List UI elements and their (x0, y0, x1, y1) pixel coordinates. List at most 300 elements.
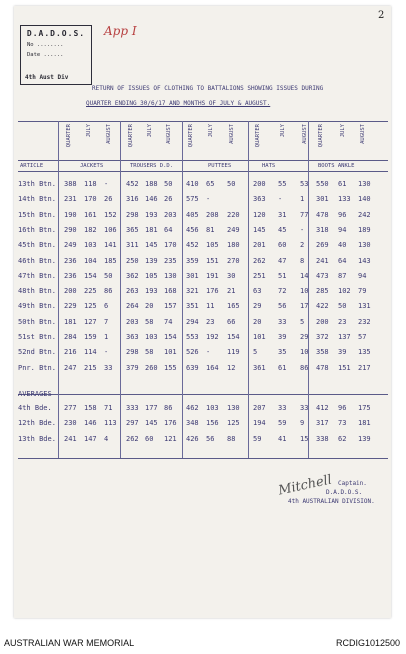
group-label: JACKETS (80, 163, 104, 169)
group-separator (182, 121, 183, 458)
average-cell: 348 (186, 419, 199, 428)
row-label: 15th Btn. (18, 210, 56, 219)
table-cell: 131 (358, 302, 371, 311)
table-cell: 215 (84, 363, 97, 372)
document-subtitle: QUARTER ENDING 30/6/17 AND MONTHS OF JULY & AUGUST. (86, 100, 271, 107)
table-cell: 94 (358, 271, 367, 280)
table-cell: 104 (84, 256, 97, 265)
table-cell: 358 (316, 348, 329, 357)
table-cell: 39 (278, 333, 287, 341)
table-cell: 236 (64, 271, 77, 280)
table-cell: 6 (104, 302, 109, 311)
average-cell: 426 (186, 434, 199, 443)
table-cell: 7 (104, 317, 109, 326)
average-cell: 177 (145, 404, 158, 412)
table-cell: 152 (104, 210, 117, 219)
table-cell: 168 (164, 287, 177, 296)
average-cell: 88 (227, 434, 236, 443)
table-cell: 351 (186, 302, 199, 311)
table-cell: 200 (253, 180, 266, 188)
table-cell: 203 (126, 317, 139, 326)
table-cell: 217 (358, 363, 371, 372)
group-separator (120, 121, 121, 458)
table-cell: 372 (316, 333, 329, 341)
average-cell: 412 (316, 404, 329, 412)
column-header: QUARTER (128, 124, 134, 148)
average-cell: 9 (300, 419, 305, 428)
table-cell: 242 (358, 210, 371, 219)
table-cell: 140 (358, 195, 371, 204)
table-cell: 170 (164, 241, 177, 250)
group-label: PUTTEES (208, 163, 232, 169)
average-cell: 176 (164, 419, 177, 428)
dados-stamp: D.A.D.O.S. No ........ Date ...... 4th Aust Div (20, 25, 92, 85)
table-cell: 473 (316, 271, 329, 280)
table-top-rule (18, 121, 388, 122)
table-cell: 17 (300, 302, 309, 311)
average-cell: 156 (206, 419, 219, 428)
table-cell: 298 (126, 348, 139, 357)
table-cell: 164 (206, 363, 219, 372)
table-cell: 23 (206, 317, 215, 326)
document-title: RETURN OF ISSUES OF CLOTHING TO BATTALIONS SHOWING ISSUES DURING (92, 85, 324, 92)
table-cell: 50 (164, 180, 173, 188)
table-cell: 31 (278, 210, 287, 219)
average-cell: 59 (253, 434, 262, 443)
stamp-unit: 4th Aust Div (25, 74, 69, 81)
table-header-rule (18, 160, 388, 161)
table-cell: 553 (186, 333, 199, 341)
table-cell: 225 (84, 287, 97, 296)
table-cell: 81 (206, 225, 215, 234)
table-cell: 50 (104, 271, 113, 280)
table-cell: 33 (278, 317, 287, 326)
table-cell: 478 (316, 210, 329, 219)
average-cell: 333 (126, 404, 139, 412)
table-cell: 422 (316, 302, 329, 311)
table-cell: 53 (300, 180, 309, 188)
table-cell: 51 (278, 271, 287, 280)
table-cell: 26 (104, 195, 113, 204)
table-cell: 64 (164, 225, 173, 234)
table-cell: 301 (186, 271, 199, 280)
table-cell: 155 (164, 363, 177, 372)
document-page (14, 6, 391, 618)
table-cell: 5 (300, 317, 305, 326)
table-cell: 379 (126, 363, 139, 372)
table-cell: 410 (186, 180, 199, 188)
table-cell: 8 (300, 256, 305, 265)
group-label: BOOTS ANKLE (318, 163, 355, 169)
table-cell: 63 (253, 287, 262, 296)
stamp-no-label: No (27, 42, 34, 48)
group-label: HATS (262, 163, 276, 169)
average-cell: 73 (338, 419, 347, 428)
table-cell: 176 (206, 287, 219, 296)
table-cell: 145 (253, 225, 266, 234)
average-cell: 15 (300, 434, 309, 443)
table-cell: 35 (278, 348, 287, 357)
average-cell: 230 (64, 419, 77, 428)
table-cell: 130 (358, 241, 371, 250)
average-cell: 86 (164, 404, 173, 412)
average-row-label: 12th Bde. (18, 419, 56, 428)
row-label: 13th Btn. (18, 180, 56, 188)
row-label: 48th Btn. (18, 287, 56, 296)
column-header: AUGUST (229, 124, 235, 144)
table-cell: 189 (358, 225, 371, 234)
column-header: QUARTER (188, 124, 194, 148)
table-cell: 216 (64, 348, 77, 357)
average-cell: 147 (84, 434, 97, 443)
table-cell: 143 (358, 256, 371, 265)
row-label: 46th Btn. (18, 256, 56, 265)
average-cell: 207 (253, 404, 266, 412)
table-cell: 64 (338, 256, 347, 265)
table-cell: 130 (164, 271, 177, 280)
row-label: 50th Btn. (18, 317, 56, 326)
table-cell: 452 (186, 241, 199, 250)
table-cell: 47 (278, 256, 287, 265)
average-row-label: 13th Bde. (18, 434, 56, 443)
table-bottom-rule (18, 458, 388, 459)
table-cell: 12 (227, 363, 236, 372)
table-cell: 39 (338, 348, 347, 357)
table-cell: 247 (64, 363, 77, 372)
column-header: QUARTER (255, 124, 261, 148)
average-cell: 103 (206, 404, 219, 412)
page-number: 2 (378, 10, 385, 21)
table-cell: 139 (145, 256, 158, 265)
table-cell: 26 (164, 195, 173, 204)
table-cell: 294 (186, 317, 199, 326)
table-cell: 362 (126, 271, 139, 280)
average-cell: 462 (186, 404, 199, 412)
table-cell: - (278, 195, 283, 204)
table-cell: 157 (164, 302, 177, 311)
table-cell: - (206, 195, 211, 204)
table-cell: 165 (227, 302, 240, 311)
table-cell: 74 (164, 317, 173, 326)
average-cell: 139 (358, 434, 371, 443)
table-cell: 181 (64, 317, 77, 326)
table-cell: 60 (278, 241, 287, 250)
table-cell: 249 (64, 241, 77, 250)
table-cell: 1 (300, 195, 305, 204)
table-cell: 182 (84, 225, 97, 234)
table-cell: 119 (227, 348, 240, 357)
table-cell: 526 (186, 348, 199, 357)
table-cell: 190 (64, 210, 77, 219)
table-cell: 236 (64, 256, 77, 265)
table-cell: 191 (206, 271, 219, 280)
table-cell: 72 (278, 287, 287, 296)
table-cell: 50 (227, 180, 236, 188)
stamp-title: D.A.D.O.S. (26, 29, 86, 38)
average-cell: 297 (126, 419, 139, 428)
table-cell: 201 (253, 241, 266, 250)
table-cell: 321 (186, 287, 199, 296)
table-cell: 159 (84, 333, 97, 341)
signature-office: D.A.D.O.S. (326, 489, 363, 496)
table-cell: 77 (300, 210, 309, 219)
average-cell: 241 (64, 434, 77, 443)
signature-division: 4th AUSTRALIAN DIVISION. (288, 498, 375, 505)
column-header: AUGUST (360, 124, 366, 144)
average-cell: 33 (278, 404, 287, 412)
table-cell: 137 (338, 333, 351, 341)
column-header: AUGUST (106, 124, 112, 144)
average-cell: 96 (338, 404, 347, 412)
average-cell: 33 (300, 404, 309, 412)
average-cell: 146 (84, 419, 97, 428)
table-cell: 10 (300, 348, 309, 357)
table-cell: 86 (104, 287, 113, 296)
average-cell: 130 (227, 404, 240, 412)
table-cell: 316 (126, 195, 139, 204)
column-header: JULY (340, 124, 346, 138)
table-cell: 188 (145, 180, 158, 188)
table-cell: 118 (84, 180, 97, 188)
row-label: 51st Btn. (18, 333, 56, 341)
table-cell: 29 (253, 302, 262, 311)
table-cell: 45 (278, 225, 287, 234)
table-cell: 298 (126, 210, 139, 219)
table-cell: 120 (253, 210, 266, 219)
table-cell: 478 (316, 363, 329, 372)
table-cell: 50 (338, 302, 347, 311)
average-cell: 121 (164, 434, 177, 443)
table-cell: 33 (104, 363, 113, 372)
table-cell: 154 (84, 271, 97, 280)
average-cell: 181 (358, 419, 371, 428)
table-cell: - (300, 225, 305, 234)
table-cell: 101 (164, 348, 177, 357)
table-cell: 250 (126, 256, 139, 265)
average-cell: 158 (84, 404, 97, 412)
table-cell: 61 (338, 180, 347, 188)
table-cell: 235 (164, 256, 177, 265)
row-label: 52nd Btn. (18, 348, 56, 357)
table-cell: - (104, 348, 109, 357)
table-cell: 269 (316, 241, 329, 250)
table-cell: 86 (300, 363, 309, 372)
table-cell: 154 (227, 333, 240, 341)
group-separator (58, 121, 59, 458)
table-cell: 170 (84, 195, 97, 204)
table-cell: 103 (84, 241, 97, 250)
signature-rank: Captain. (338, 480, 367, 487)
table-cell: 66 (227, 317, 236, 326)
row-label: 45th Btn. (18, 241, 56, 250)
average-cell: 4 (104, 434, 109, 443)
column-header: JULY (86, 124, 92, 138)
table-cell: 57 (358, 333, 367, 341)
row-label: 49th Btn. (18, 302, 56, 311)
average-cell: 60 (145, 434, 154, 443)
table-cell: 105 (206, 241, 219, 250)
table-cell: 106 (104, 225, 117, 234)
table-cell: 133 (338, 195, 351, 204)
footer-reference: RCDIG1012500 (336, 638, 401, 648)
averages-rule (18, 394, 388, 395)
table-cell: 200 (316, 317, 329, 326)
signature-scrawl: Mitchell (277, 472, 334, 499)
average-row-label: 4th Bde. (18, 404, 52, 412)
table-cell: 58 (145, 317, 154, 326)
table-cell: 363 (126, 333, 139, 341)
table-cell: 101 (253, 333, 266, 341)
table-cell: 141 (104, 241, 117, 250)
group-separator (248, 121, 249, 458)
table-cell: 363 (253, 195, 266, 204)
table-cell: 21 (227, 287, 236, 296)
averages-label: AVERAGES (18, 390, 52, 398)
table-cell: 58 (145, 348, 154, 357)
stamp-date-label: Date (27, 52, 41, 58)
row-label: 14th Btn. (18, 195, 56, 204)
table-cell: 639 (186, 363, 199, 372)
table-cell: 94 (338, 225, 347, 234)
table-cell: 151 (206, 256, 219, 265)
table-cell: 284 (64, 333, 77, 341)
table-cell: 30 (227, 271, 236, 280)
table-cell: 575 (186, 195, 199, 204)
average-cell: 56 (206, 434, 215, 443)
average-cell: 113 (104, 419, 117, 428)
row-label: Pnr. Btn. (18, 363, 56, 372)
table-cell: 105 (145, 271, 158, 280)
table-subheader-rule (18, 171, 388, 172)
table-cell: 14 (300, 271, 309, 280)
table-cell: 241 (316, 256, 329, 265)
table-cell: 456 (186, 225, 199, 234)
column-header: AUGUST (302, 124, 308, 144)
table-cell: 125 (84, 302, 97, 311)
average-cell: 41 (278, 434, 287, 443)
column-header: QUARTER (318, 124, 324, 148)
table-cell: 290 (64, 225, 77, 234)
average-cell: 338 (316, 434, 329, 443)
table-cell: 264 (126, 302, 139, 311)
table-cell: 365 (126, 225, 139, 234)
row-label: 16th Btn. (18, 225, 56, 234)
table-cell: 2 (300, 241, 305, 250)
average-cell: 62 (338, 434, 347, 443)
table-cell: 229 (64, 302, 77, 311)
average-cell: 125 (227, 419, 240, 428)
table-cell: 20 (253, 317, 262, 326)
column-header: QUARTER (66, 124, 72, 148)
table-cell: 79 (358, 287, 367, 296)
table-cell: 203 (164, 210, 177, 219)
table-cell: 11 (206, 302, 215, 311)
table-cell: 232 (358, 317, 371, 326)
table-cell: 102 (338, 287, 351, 296)
table-cell: 114 (84, 348, 97, 357)
table-cell: 311 (126, 241, 139, 250)
row-label: 47th Btn. (18, 271, 56, 280)
table-cell: 318 (316, 225, 329, 234)
table-cell: - (206, 348, 211, 357)
table-cell: 208 (206, 210, 219, 219)
table-cell: 180 (227, 241, 240, 250)
appendix-note: App I (104, 24, 137, 38)
table-cell: 405 (186, 210, 199, 219)
table-cell: 40 (338, 241, 347, 250)
table-cell: 231 (64, 195, 77, 204)
table-cell: 130 (358, 180, 371, 188)
average-cell: 71 (104, 404, 113, 412)
table-cell: 359 (186, 256, 199, 265)
table-cell: 285 (316, 287, 329, 296)
table-cell: 251 (253, 271, 266, 280)
column-header: AUGUST (166, 124, 172, 144)
average-cell: 175 (358, 404, 371, 412)
table-cell: 135 (358, 348, 371, 357)
table-cell: 200 (64, 287, 77, 296)
table-cell: 61 (278, 363, 287, 372)
articles-label: ARTICLE (20, 163, 44, 169)
table-cell: 192 (206, 333, 219, 341)
average-cell: 277 (64, 404, 77, 412)
average-cell: 59 (278, 419, 287, 428)
average-cell: 262 (126, 434, 139, 443)
table-cell: 181 (145, 225, 158, 234)
table-cell: 161 (84, 210, 97, 219)
table-cell: 20 (145, 302, 154, 311)
table-cell: 145 (145, 241, 158, 250)
table-cell: 96 (338, 210, 347, 219)
table-cell: 127 (84, 317, 97, 326)
table-cell: 260 (145, 363, 158, 372)
average-cell: 317 (316, 419, 329, 428)
table-cell: 301 (316, 195, 329, 204)
table-cell: 550 (316, 180, 329, 188)
table-cell: 193 (145, 287, 158, 296)
table-cell: 263 (126, 287, 139, 296)
table-cell: 151 (338, 363, 351, 372)
table-cell: 56 (278, 302, 287, 311)
table-cell: 103 (145, 333, 158, 341)
table-cell: 29 (300, 333, 309, 341)
average-cell: 194 (253, 419, 266, 428)
average-cell: 145 (145, 419, 158, 428)
table-cell: 270 (227, 256, 240, 265)
group-label: TROUSERS D.D. (130, 163, 174, 169)
table-cell: 452 (126, 180, 139, 188)
table-cell: 23 (338, 317, 347, 326)
table-cell: 10 (300, 287, 309, 296)
footer-source: AUSTRALIAN WAR MEMORIAL (4, 638, 135, 648)
table-cell: 1 (104, 333, 109, 341)
table-cell: 193 (145, 210, 158, 219)
column-header: JULY (147, 124, 153, 138)
table-cell: 154 (164, 333, 177, 341)
table-cell: 146 (145, 195, 158, 204)
table-cell: 262 (253, 256, 266, 265)
table-cell: 65 (206, 180, 215, 188)
table-cell: 220 (227, 210, 240, 219)
table-cell: 249 (227, 225, 240, 234)
table-cell: 87 (338, 271, 347, 280)
table-cell: 185 (104, 256, 117, 265)
table-cell: 361 (253, 363, 266, 372)
table-cell: 388 (64, 180, 77, 188)
column-header: JULY (280, 124, 286, 138)
table-cell: - (104, 180, 109, 188)
table-cell: 5 (253, 348, 258, 357)
